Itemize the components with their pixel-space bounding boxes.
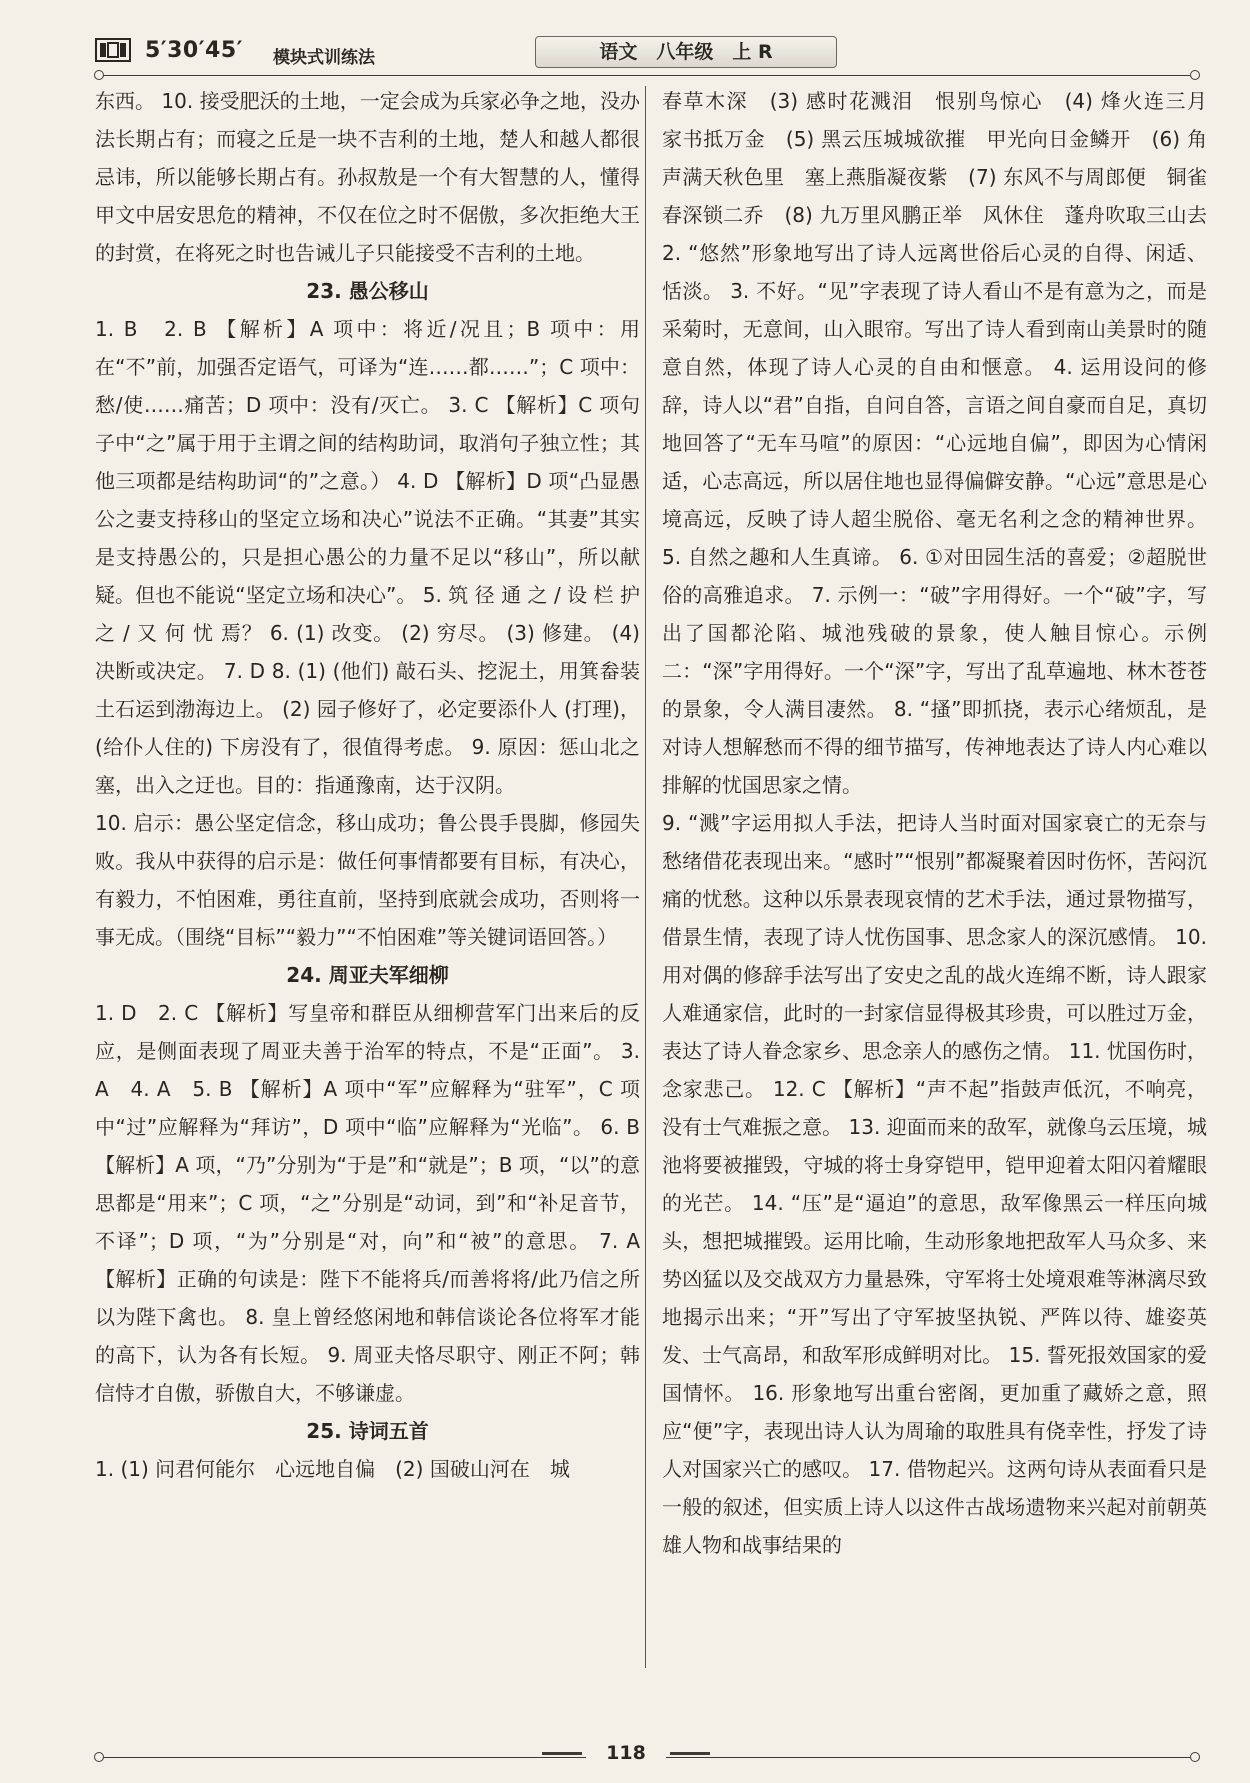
column-divider (645, 86, 646, 1668)
paragraph: 9. “溅”字运用拟人手法，把诗人当时面对国家衰亡的无奈与愁绪借花表现出来。“感时”“恨别”都凝聚着因时伤怀，苦闷沉痛的忧愁。这种以乐景表现哀情的艺术手法，通过景物描写，借景生情，表现了诗人忧伤国事、思念家人的深沉感情。 10. 用对偶的修辞手法写出了安史之乱的战火连绵不断，诗人跟家人难通家信，此时的一封家信显得极其珍贵，可以胜过万金，表达了诗人眷念家乡、思念亲人的感伤之情。 11. 忧国伤时，念家悲己。 12. C 【解析】“声不起”指鼓声低沉，不响亮，没有士气难振之意。 13. 迎面而来的敌军，就像乌云压境，城池将要被摧毁，守城的将士身穿铠甲，铠甲迎着太阳闪着耀眼的光芒。 14. “压”是“逼迫”的意思，敌军像黑云一样压向城头，想把城摧毁。运用比喻，生动形象地把敌军人马众多、来势凶猛以及交战双方力量悬殊，守军将士处境艰难等淋漓尽致地揭示出来；“开”写出了守军披坚执锐、严阵以待、雄姿英发、士气高昂，和敌军形成鲜明对比。 15. 誓死报效国家的爱国情怀。 16. 形象地写出重台密阁，更加重了藏娇之意，照应“便”字，表现出诗人认为周瑜的取胜具有侥幸性，抒发了诗人对国家兴亡的感叹。 17. 借物起兴。这两句诗从表面看只是一般的叙述，但实质上诗人以这件古战场遗物来兴起对前朝英雄人物和战事结果的 (662, 811, 1207, 1557)
header-rule-left-dot (94, 70, 104, 80)
paragraph: 10. 启示：愚公坚定信念，移山成功；鲁公畏手畏脚，修园失败。我从中获得的启示是：做任何事情都要有目标，有决心，有毅力，不怕困难，勇往直前，坚持到底就会成功，否则将一事无成。（围绕“目标”“毅力”“不怕困难”等关键词语回答。） (95, 811, 640, 949)
page-number: 118 (586, 1735, 666, 1771)
footer-rule-left-dot (94, 1752, 104, 1762)
subject-label: 语文 八年级 上 R (535, 36, 837, 68)
paragraph: 东西。 10. 接受肥沃的土地，一定会成为兵家必争之地，没办法长期占有；而寝之丘是一块不吉利的土地，楚人和越人都很忌讳，所以能够长期占有。孙叔敖是一个有大智慧的人，懂得甲文中居安思危的精神，不仅在位之时不倨傲，多次拒绝大王的封赏，在将死之时也告诫儿子只能接受不吉利的土地。 (95, 89, 640, 265)
section-heading: 23. 愚公移山 (306, 279, 429, 303)
paragraph: 1. (1) 问君何能尔 心远地自偏 (2) 国破山河在 城 (95, 1457, 570, 1481)
section-heading: 25. 诗词五首 (306, 1419, 429, 1443)
book-logo-icon (95, 36, 131, 64)
right-column (662, 82, 1227, 1564)
left-column (95, 82, 640, 1488)
paragraph: 1. B 2. B 【解析】A 项中：将近/况且；B 项中：用在“不”前，加强否定语气，可译为“连……都……”；C 项中：愁/使……痛苦；D 项中：没有/灭亡。 3. C 【解析】C 项句子中“之”属于用于主谓之间的结构助词，取消句子独立性；其他三项都是结构助词“的”之意。） 4. D 【解析】D 项“凸显愚公之妻支持移山的坚定立场和决心”说法不正确。“其妻”其实是支持愚公的，只是担心愚公的力量不足以“移山”，所以献疑。但也不能说“坚定立场和决心”。 5. 筑 径 通 之 / 设 栏 护 之 / 又 何 忧 焉？ 6. (1) 改变。 (2) 穷尽。 (3) 修建。 (4) 决断或决定。 7. D 8. (1) (他们) 敲石头、挖泥土，用箕畚装土石运到渤海边上。 (2) 园子修好了，必定要添仆人 (打理)，(给仆人住的) 下房没有了，很值得考虑。 9. 原因：惩山北之塞，出入之迂也。目的：指通豫南，达于汉阴。 (95, 317, 640, 797)
footer-rule-right-dot (1190, 1752, 1200, 1762)
paragraph: 1. D 2. C 【解析】写皇帝和群臣从细柳营军门出来后的反应，是侧面表现了周亚夫善于治军的特点，不是“正面”。 3. A 4. A 5. B 【解析】A 项中“军”应解释为“驻军”，C 项中“过”应解释为“拜访”，D 项中“临”应解释为“光临”。 6. B 【解析】A 项，“乃”分别为“于是”和“就是”；B 项，“以”的意思都是“用来”；C 项，“之”分别是“动词，到”和“补足音节，不译”；D 项，“为”分别是“对，向”和“被”的意思。 7. A 【解析】正确的句读是：陛下不能将兵/而善将将/此乃信之所以为陛下禽也。 8. 皇上曾经悠闲地和韩信谈论各位将军才能的高下，认为各有长短。 9. 周亚夫恪尽职守、刚正不阿；韩信恃才自傲，骄傲自大，不够谦虚。 (95, 1001, 640, 1405)
brand-title: 5′30′45′ (145, 38, 243, 63)
paragraph: 春草木深 (3) 感时花溅泪 恨别鸟惊心 (4) 烽火连三月 家书抵万金 (5) 黑云压城城欲摧 甲光向日金鳞开 (6) 角声满天秋色里 塞上燕脂凝夜紫 (7) 东风不与周郎便 铜雀春深锁二乔 (8) 九万里风鹏正举 风休住 蓬舟吹取三山去 2. “悠然”形象地写出了诗人远离世俗后心灵的自得、闲适、恬淡。 3. 不好。“见”字表现了诗人看山不是有意为之，而是采菊时，无意间，山入眼帘。写出了诗人看到南山美景时的随意自然，体现了诗人心灵的自由和惬意。 4. 运用设问的修辞，诗人以“君”自指，自问自答，言语之间自豪而自足，真切地回答了“无车马喧”的原因：“心远地自偏”，即因为心情闲适，心志高远，所以居住地也显得偏僻安静。“心远”意思是心境高远，反映了诗人超尘脱俗、毫无名利之念的精神世界。 5. 自然之趣和人生真谛。 6. ①对田园生活的喜爱；②超脱世俗的高雅追求。 7. 示例一：“破”字用得好。一个“破”字，写出了国都沦陷、城池残破的景象，使人触目惊心。示例二：“深”字用得好。一个“深”字，写出了乱草遍地、林木苍苍的景象，令人满目凄然。 8. “搔”即抓挠，表示心绪烦乱，是对诗人想解愁而不得的细节描写，传神地表达了诗人内心难以排解的忧国思家之情。 (662, 89, 1227, 797)
header-rule (100, 75, 1190, 76)
section-heading: 24. 周亚夫军细柳 (286, 963, 449, 987)
brand-subtitle: 模块式训练法 (273, 48, 375, 68)
page-header (95, 32, 1205, 76)
header-rule-right-dot (1190, 70, 1200, 80)
